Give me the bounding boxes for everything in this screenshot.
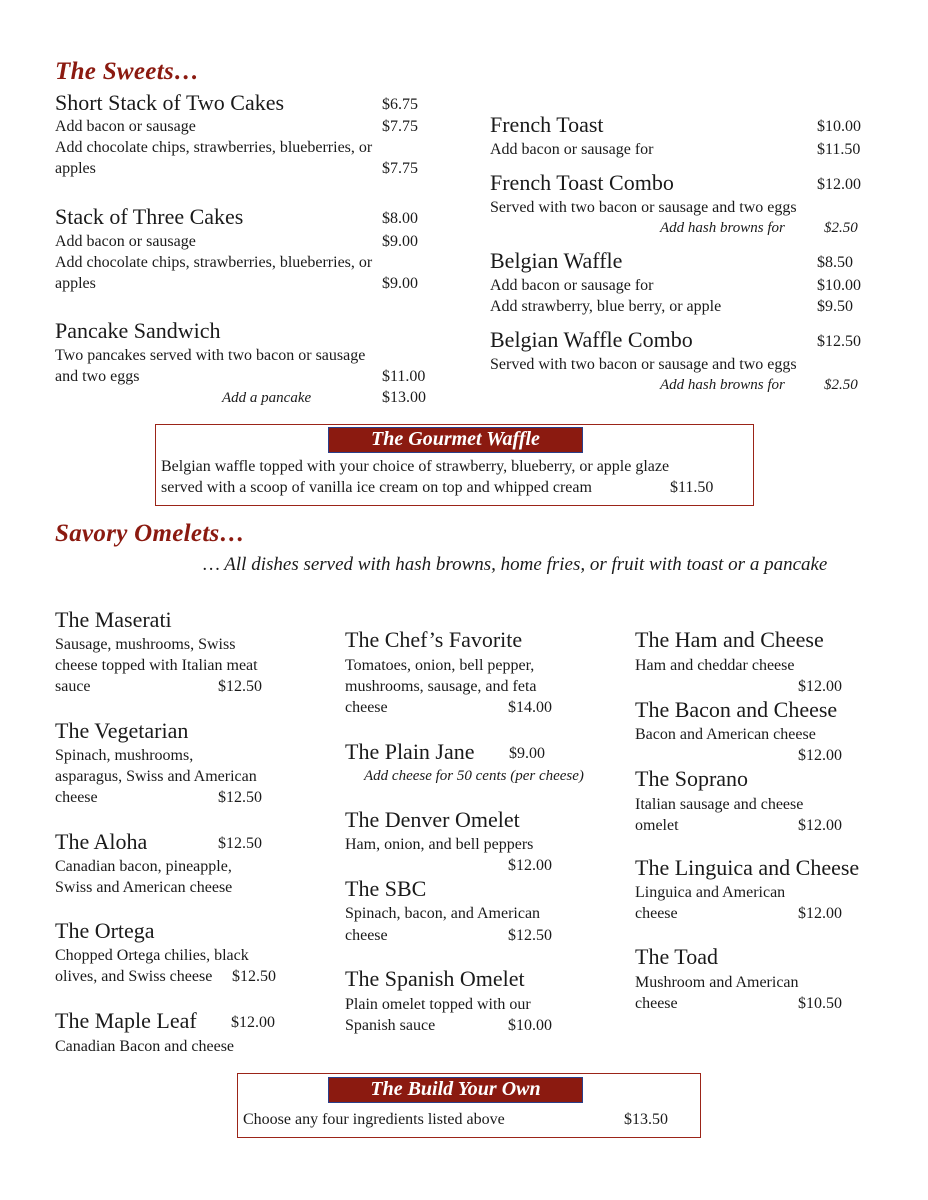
menu-item-desc: and two eggs bbox=[55, 368, 140, 385]
menu-item-name: The Plain Jane bbox=[345, 739, 475, 764]
menu-item-desc: Served with two bacon or sausage and two eggs bbox=[490, 199, 797, 216]
menu-item-addon: Add hash browns for bbox=[660, 377, 785, 393]
menu-item-name: The Linguica and Cheese bbox=[635, 855, 860, 880]
menu-item-desc: cheese bbox=[345, 699, 388, 716]
menu-item-price: $12.00 bbox=[231, 1014, 275, 1031]
menu-item-desc: Bacon and American cheese bbox=[635, 726, 816, 743]
menu-item-name: The Toad bbox=[635, 944, 718, 969]
menu-item-name: The Ortega bbox=[55, 918, 155, 943]
menu-item-addon: Add chocolate chips, strawberries, blueberries, or bbox=[55, 254, 373, 271]
menu-item-name: Pancake Sandwich bbox=[55, 318, 221, 343]
build-your-own-desc: Choose any four ingredients listed above bbox=[243, 1111, 505, 1128]
menu-item-name: The Ham and Cheese bbox=[635, 627, 824, 652]
menu-item-name: The SBC bbox=[345, 876, 427, 901]
gourmet-waffle-desc: Belgian waffle topped with your choice of strawberry, blueberry, or apple glaze bbox=[161, 458, 670, 475]
menu-item-desc: Spinach, mushrooms, bbox=[55, 747, 194, 764]
menu-item-desc: asparagus, Swiss and American bbox=[55, 768, 257, 785]
menu-item-name: The Spanish Omelet bbox=[345, 966, 525, 991]
menu-item-desc: omelet bbox=[635, 817, 679, 834]
menu-item-price: $12.00 bbox=[508, 857, 552, 874]
menu-item-addon-price: $2.50 bbox=[824, 377, 858, 393]
menu-item-price: $12.50 bbox=[218, 678, 262, 695]
menu-item-price: $12.50 bbox=[508, 927, 552, 944]
menu-item-price: $12.00 bbox=[798, 678, 842, 695]
build-your-own-price: $13.50 bbox=[624, 1111, 668, 1128]
menu-item-price: $10.50 bbox=[798, 995, 842, 1012]
menu-item-desc: Canadian Bacon and cheese bbox=[55, 1038, 235, 1055]
menu-item-addon: Add a pancake bbox=[222, 390, 312, 406]
menu-item-note: Add cheese for 50 cents (per cheese) bbox=[364, 768, 584, 784]
menu-item-price: $12.00 bbox=[798, 905, 842, 922]
menu-item-addon-price: $9.50 bbox=[817, 298, 853, 315]
menu-item-name: Belgian Waffle bbox=[490, 248, 623, 273]
menu-item-desc: Ham and cheddar cheese bbox=[635, 657, 795, 674]
menu-item-addon: Add hash browns for bbox=[660, 220, 785, 236]
menu-item-addon-price: $11.50 bbox=[817, 141, 861, 158]
menu-item-desc: cheese bbox=[55, 789, 98, 806]
menu-item-desc: Tomatoes, onion, bell pepper, bbox=[345, 657, 535, 674]
menu-item-addon-price: $2.50 bbox=[824, 220, 858, 236]
menu-item-desc: sauce bbox=[55, 678, 91, 695]
menu-item-desc: Chopped Ortega chilies, black bbox=[55, 947, 249, 964]
menu-item-price: $6.75 bbox=[382, 96, 418, 113]
menu-item-name: The Vegetarian bbox=[55, 718, 189, 743]
menu-item-name: French Toast Combo bbox=[490, 170, 674, 195]
menu-item-desc: Swiss and American cheese bbox=[55, 879, 233, 896]
menu-item-desc: mushrooms, sausage, and feta bbox=[345, 678, 537, 695]
menu-item-addon: Add bacon or sausage for bbox=[490, 141, 654, 158]
menu-item-addon-price: $10.00 bbox=[817, 277, 861, 294]
menu-item-price: $8.00 bbox=[382, 210, 418, 227]
menu-item-addon: Add bacon or sausage for bbox=[490, 277, 654, 294]
menu-item-addon: Add chocolate chips, strawberries, blueberries, or bbox=[55, 139, 373, 156]
menu-item-name: Belgian Waffle Combo bbox=[490, 327, 693, 352]
menu-item-addon: apples bbox=[55, 275, 96, 292]
gourmet-waffle-price: $11.50 bbox=[670, 479, 714, 496]
menu-item-name: The Soprano bbox=[635, 766, 749, 791]
menu-item-name: The Aloha bbox=[55, 829, 148, 854]
menu-item-addon: Add bacon or sausage bbox=[55, 118, 196, 135]
menu-item-price: $9.00 bbox=[509, 745, 545, 762]
omelets-section-title: Savory Omelets… bbox=[55, 520, 245, 547]
menu-item-desc: Spinach, bacon, and American bbox=[345, 905, 541, 922]
menu-item-name: Stack of Three Cakes bbox=[55, 204, 244, 229]
menu-item-addon-price: $7.75 bbox=[382, 160, 418, 177]
menu-item-desc: Linguica and American bbox=[635, 884, 786, 901]
menu-item-addon-price: $9.00 bbox=[382, 275, 418, 292]
menu-item-addon: apples bbox=[55, 160, 96, 177]
omelets-subtitle: … All dishes served with hash browns, home fries, or fruit with toast or a pancake bbox=[203, 554, 828, 575]
menu-item-price: $10.00 bbox=[817, 118, 861, 135]
menu-item-price: $12.00 bbox=[817, 176, 861, 193]
menu-item-desc: Served with two bacon or sausage and two eggs bbox=[490, 356, 797, 373]
menu-item-name: The Maserati bbox=[55, 607, 172, 632]
gourmet-waffle-desc: served with a scoop of vanilla ice cream on top and whipped cream bbox=[161, 479, 592, 496]
menu-item-desc: olives, and Swiss cheese bbox=[55, 968, 213, 985]
menu-item-addon: Add bacon or sausage bbox=[55, 233, 196, 250]
menu-item-desc: cheese bbox=[345, 927, 388, 944]
menu-item-price: $12.50 bbox=[232, 968, 276, 985]
menu-item-name: The Chef’s Favorite bbox=[345, 627, 523, 652]
menu-item-desc: Italian sausage and cheese bbox=[635, 796, 804, 813]
menu-item-addon-price: $13.00 bbox=[382, 389, 426, 406]
sweets-section-title: The Sweets… bbox=[55, 58, 200, 85]
menu-item-desc: cheese topped with Italian meat bbox=[55, 657, 258, 674]
menu-item-desc: Spanish sauce bbox=[345, 1017, 436, 1034]
menu-item-price: $8.50 bbox=[817, 254, 853, 271]
menu-item-name: French Toast bbox=[490, 112, 604, 137]
menu-item-name: The Denver Omelet bbox=[345, 807, 520, 832]
menu-item-name: The Bacon and Cheese bbox=[635, 697, 838, 722]
menu-item-addon: Add strawberry, blue berry, or apple bbox=[490, 298, 722, 315]
gourmet-waffle-title: The Gourmet Waffle bbox=[328, 427, 583, 453]
menu-item-price: $12.50 bbox=[218, 835, 262, 852]
menu-item-desc: Plain omelet topped with our bbox=[345, 996, 531, 1013]
menu-item-price: $12.00 bbox=[798, 817, 842, 834]
menu-item-price: $11.00 bbox=[382, 368, 426, 385]
menu-item-desc: Mushroom and American bbox=[635, 974, 799, 991]
menu-item-desc: Ham, onion, and bell peppers bbox=[345, 836, 534, 853]
build-your-own-title: The Build Your Own bbox=[328, 1077, 583, 1103]
menu-item-price: $10.00 bbox=[508, 1017, 552, 1034]
menu-item-desc: cheese bbox=[635, 905, 678, 922]
menu-item-addon-price: $7.75 bbox=[382, 118, 418, 135]
menu-item-desc: Canadian bacon, pineapple, bbox=[55, 858, 232, 875]
menu-item-desc: cheese bbox=[635, 995, 678, 1012]
menu-item-addon-price: $9.00 bbox=[382, 233, 418, 250]
menu-item-price: $12.50 bbox=[817, 333, 861, 350]
menu-item-price: $12.50 bbox=[218, 789, 262, 806]
menu-item-desc: Sausage, mushrooms, Swiss bbox=[55, 636, 236, 653]
menu-item-name: The Maple Leaf bbox=[55, 1008, 197, 1033]
menu-item-name: Short Stack of Two Cakes bbox=[55, 90, 285, 115]
menu-item-price: $14.00 bbox=[508, 699, 552, 716]
menu-item-desc: Two pancakes served with two bacon or sausage bbox=[55, 347, 366, 364]
menu-item-price: $12.00 bbox=[798, 747, 842, 764]
